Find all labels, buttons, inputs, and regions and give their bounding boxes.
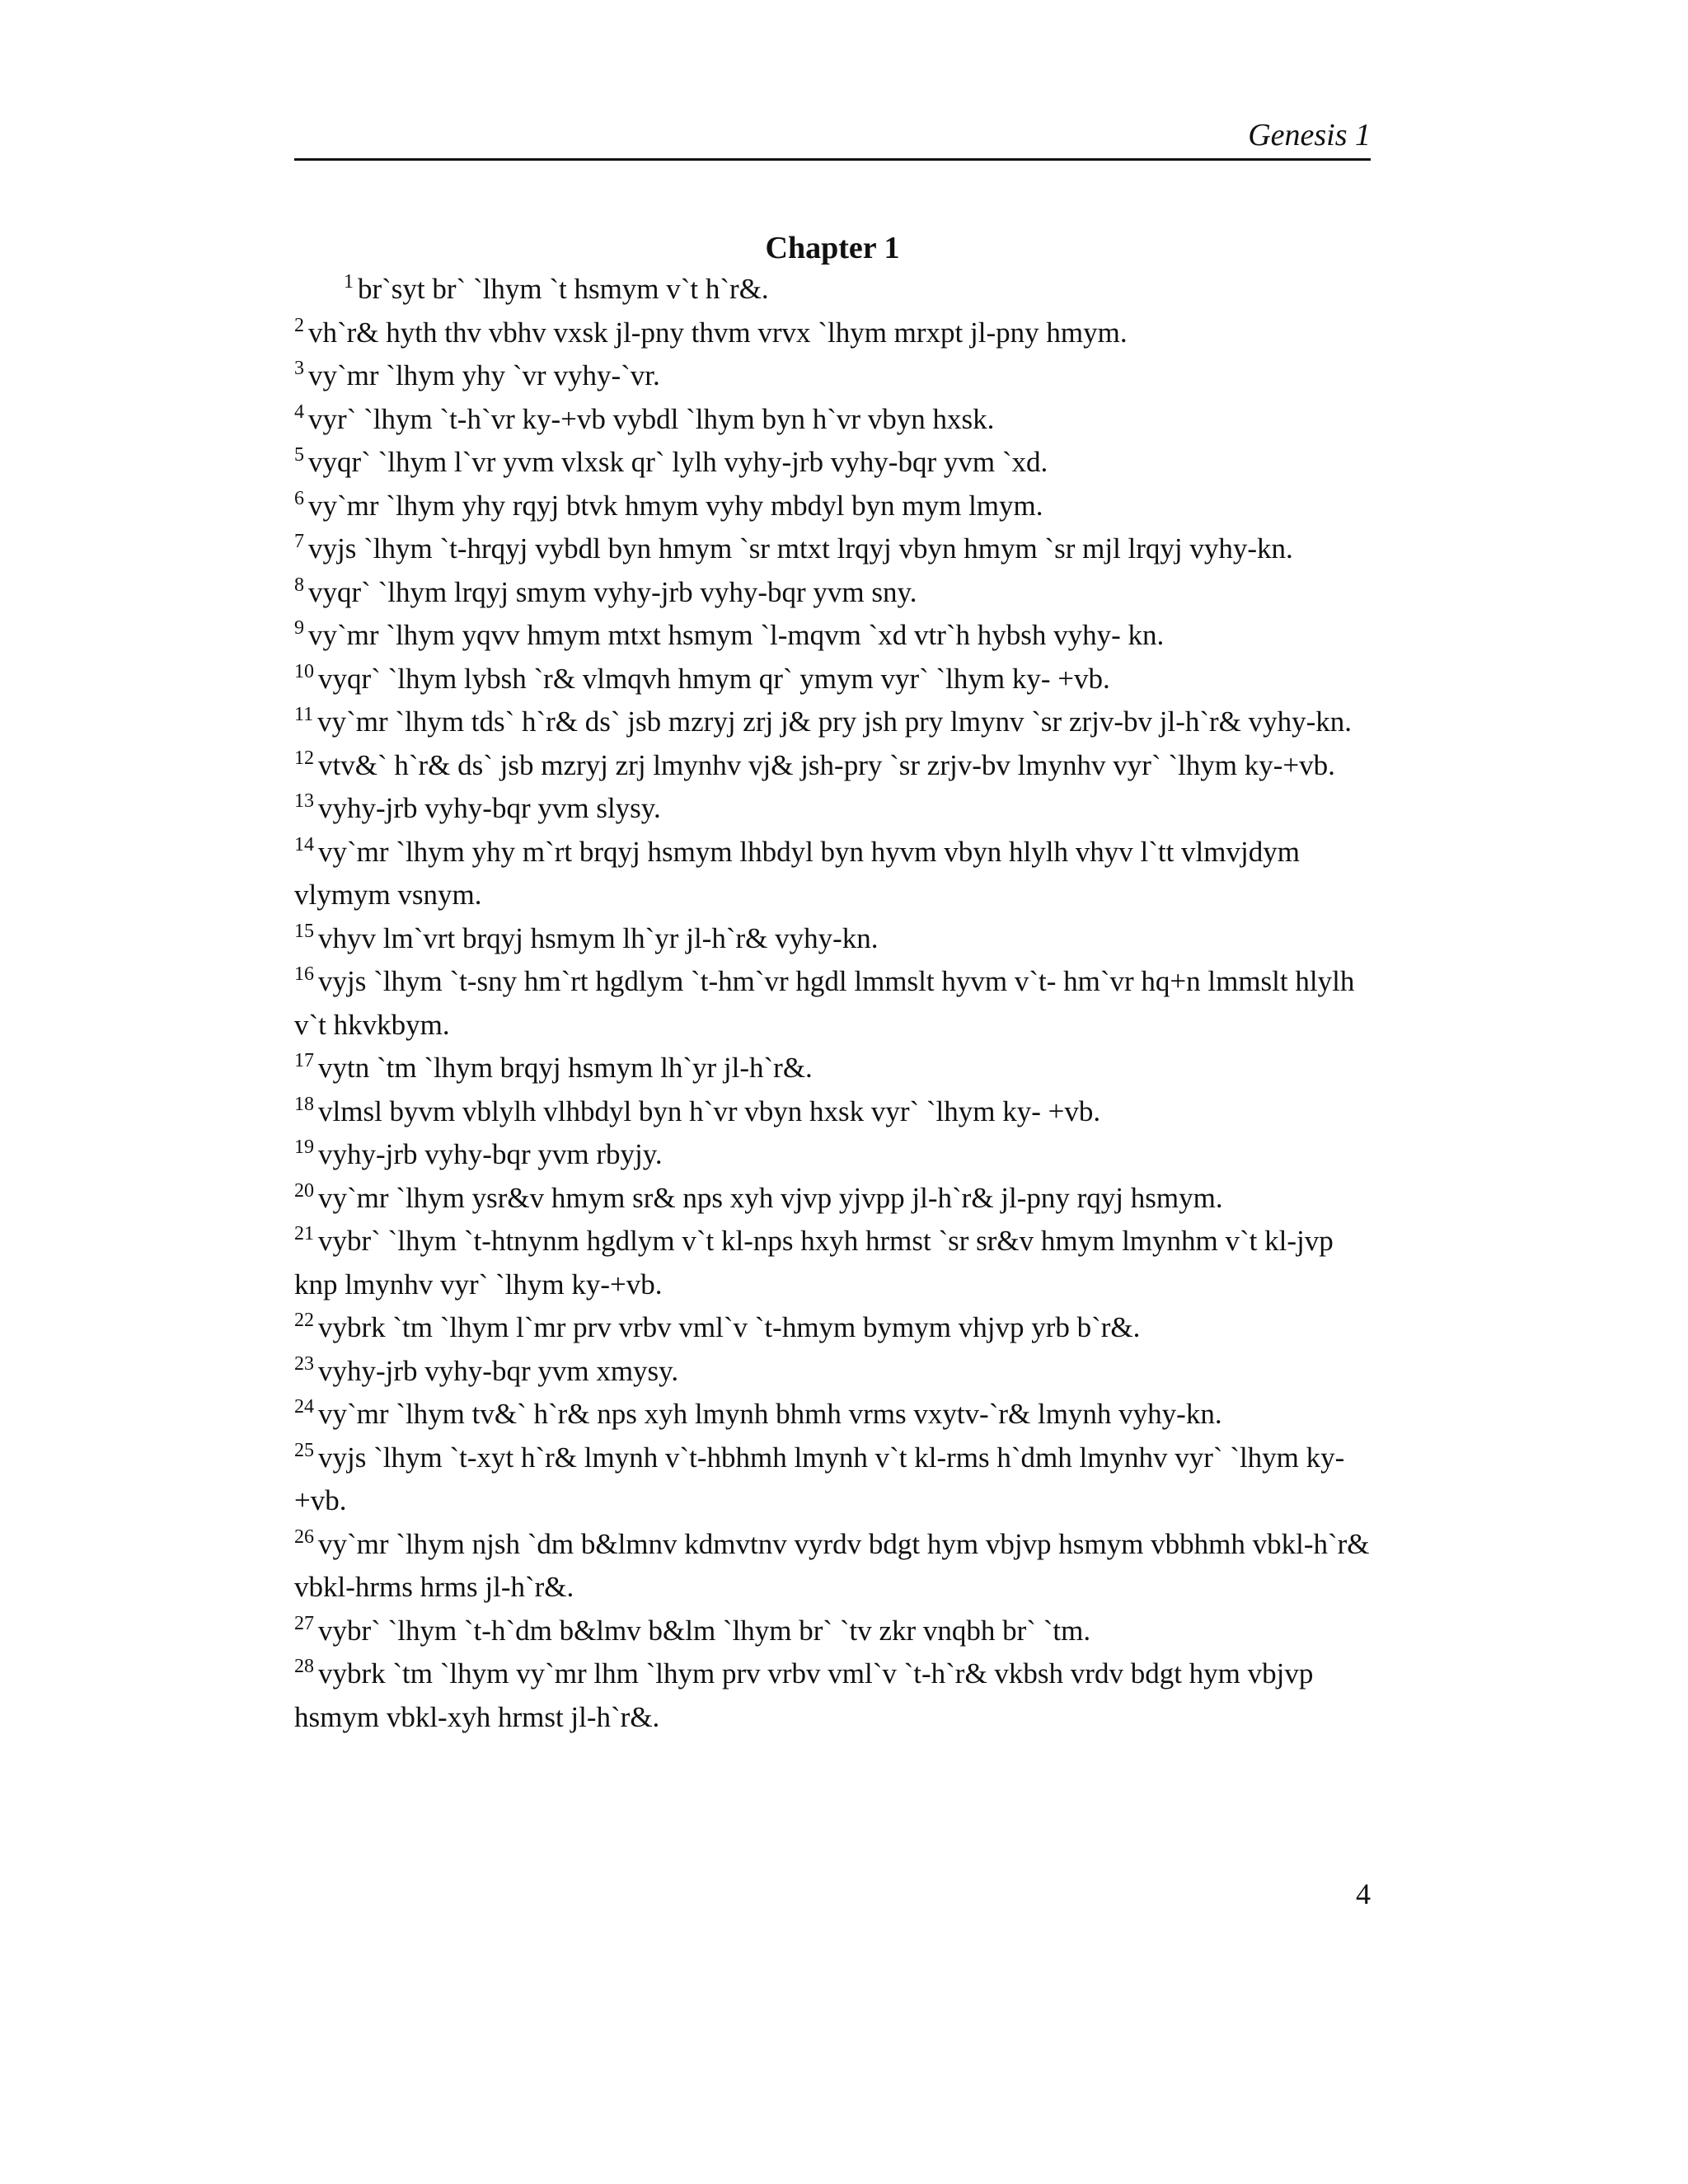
verse-number: 2 [294,314,304,336]
verse-number: 5 [294,444,304,466]
verse [294,787,1371,831]
verse-text: vybr` `lhym `t-h`dm b&lmv b&lm `lhym br` `tv zkr vnqbh br` `tm. [318,1614,1091,1647]
verse-text: vlmsl byvm vblylh vlhbdyl byn h`vr vbyn hxsk vyr` `lhym ky- +vb. [318,1094,1101,1127]
verse-number: 13 [294,790,314,812]
verse [294,1393,1371,1436]
verse-number: 20 [294,1179,314,1202]
verse-text: vy`mr `lhym yqvv hmym mtxt hsmym `l-mqvm `xd vtr`h hybsh vyhy- kn. [308,619,1165,651]
verse [294,1090,1371,1134]
verse-number: 23 [294,1352,314,1375]
verse-number: 7 [294,531,304,552]
verse-text: vyjs `lhym `t-hrqyj vybdl byn hmym `sr mtxt lrqyj vbyn hmym `sr mjl lrqyj vyhy-kn. [308,532,1293,565]
verse [294,1133,1371,1177]
verse-text: vy`mr `lhym yhy `vr vyhy-`vr. [308,359,660,391]
verse-text: vy`mr `lhym tds` h`r& ds` jsb mzryj zrj j& pry jsh pry lmynv `sr zrjv-bv jl-h`r& vyhy-kn. [317,705,1353,738]
verse [294,398,1371,442]
verse-text: vytn `tm `lhym brqyj hsmym lh`yr jl-h`r&. [318,1052,813,1084]
verse-number: 15 [294,920,314,942]
verse-text: vyhy-jrb vyhy-bqr yvm slysy. [318,792,661,824]
verse-text: vy`mr `lhym njsh `dm b&lmnv kdmvtnv vyrdv bdgt hym vbjvp hsmym vbbhmh vbkl-h`r& vbkl-hrms hrms jl-h`r&. [294,1527,1370,1603]
verse-number: 10 [294,660,314,682]
verse [294,485,1371,528]
verse-text: vybrk `tm `lhym l`mr prv vrbv vml`v `t-hmym bymym vhjvp yrb b`r&. [318,1311,1141,1343]
verse-text: vy`mr `lhym yhy rqyj btvk hmym vyhy mbdyl byn mym lmym. [308,489,1043,522]
verse-text: vyqr` `lhym lybsh `r& vlmqvh hmym qr` ymym vyr` `lhym ky- +vb. [318,662,1110,695]
verse [294,1523,1371,1610]
verse-text: vh`r& hyth thv vbhv vxsk jl-pny thvm vrvx `lhym mrxpt jl-pny hmym. [308,316,1128,349]
verse-text: vy`mr `lhym ysr&v hmym sr& nps xyh vjvp yjvpp jl-h`r& jl-pny rqyj hsmym. [318,1181,1223,1214]
verse-text: vyr` `lhym `t-h`vr ky-+vb vybdl `lhym byn h`vr vbyn hxsk. [308,402,995,435]
verse [294,658,1371,701]
verse-number: 14 [294,833,314,855]
verse-number: 8 [294,574,304,596]
verse-text: vyhy-jrb vyhy-bqr yvm rbyjy. [318,1138,663,1170]
verse-text: br`syt br` `lhym `t hsmym v`t h`r&. [358,273,769,305]
verse [294,744,1371,788]
verse-number: 6 [294,487,304,509]
verse [294,917,1371,961]
verse-text: vybrk `tm `lhym vy`mr lhm `lhym prv vrbv vml`v `t-h`r& vkbsh vrdv bdgt hym vbjvp hsmym vbkl-xyh hrmst jl-h`r&. [294,1657,1314,1733]
verse-text: vyjs `lhym `t-xyt h`r& lmynh v`t-hbhmh lmynh v`t kl-rms h`dmh lmynhv vyr` `lhym ky-+vb. [294,1441,1345,1516]
verse-text: vhyv lm`vrt brqyj hsmym lh`yr jl-h`r& vyhy-kn. [318,921,879,954]
verse-text: vy`mr `lhym yhy m`rt brqyj hsmym lhbdyl byn hyvm vbyn hlylh vhyv l`tt vlmvjdym vlymym vsnym. [294,835,1300,911]
verse [294,1220,1371,1306]
verse [294,354,1371,398]
verse [294,312,1371,355]
verse-list [294,268,1371,1739]
verse-number: 28 [294,1656,314,1677]
verse-number: 4 [294,401,304,423]
verse-number: 3 [294,358,304,379]
page-number: 4 [1356,1877,1371,1910]
verse-number: 26 [294,1526,314,1548]
verse-number: 1 [344,271,354,293]
verse-number: 25 [294,1439,314,1461]
verse [294,441,1371,485]
verse-text: vybr` `lhym `t-htnynm hgdlym v`t kl-nps hxyh hrmst `sr sr&v hmym lmynhm v`t kl-jvp knp lmynhv vyr` `lhym ky-+vb. [294,1225,1334,1301]
verse [294,1350,1371,1394]
verse [294,1610,1371,1653]
verse-text: vyjs `lhym `t-sny hm`rt hgdlym `t-hm`vr hgdl lmmslt hyvm v`t- hm`vr hq+n lmmslt hlylh v`t hkvkbym. [294,965,1355,1041]
verse [294,1436,1371,1523]
verse-number: 16 [294,963,314,985]
verse-number: 9 [294,617,304,639]
verse [294,614,1371,658]
verse-text: vyqr` `lhym l`vr yvm vlxsk qr` lylh vyhy-jrb vyhy-bqr yvm `xd. [308,446,1048,478]
verse-text: vyhy-jrb vyhy-bqr yvm xmysy. [318,1354,679,1387]
verse-number: 19 [294,1137,314,1158]
chapter-heading: Chapter 1 [765,231,900,265]
verse-number: 21 [294,1223,314,1244]
verse-text: vy`mr `lhym tv&` h`r& nps xyh lmynh bhmh vrms vxytv-`r& lmynh vyhy-kn. [318,1398,1222,1430]
verse [294,1306,1371,1350]
verse-text: vyqr` `lhym lrqyj smym vyhy-jrb vyhy-bqr yvm sny. [308,575,917,608]
verse-number: 24 [294,1396,314,1418]
header-rule [294,158,1371,161]
verse [294,1047,1371,1090]
verse [294,268,1371,312]
verse-number: 27 [294,1612,314,1634]
verse-number: 12 [294,747,314,769]
verse [294,571,1371,615]
verse-number: 18 [294,1093,314,1115]
verse-text: vtv&` h`r& ds` jsb mzryj zrj lmynhv vj& jsh-pry `sr zrjv-bv lmynhv vyr` `lhym ky-+vb. [318,748,1335,781]
verse [294,1652,1371,1739]
verse [294,1177,1371,1221]
verse [294,527,1371,571]
verse [294,701,1371,744]
verse-number: 22 [294,1310,314,1331]
verse-number: 11 [294,704,314,725]
verse [294,960,1371,1047]
running-header-title: Genesis 1 [1248,118,1371,152]
verse [294,831,1371,917]
verse-number: 17 [294,1050,314,1071]
